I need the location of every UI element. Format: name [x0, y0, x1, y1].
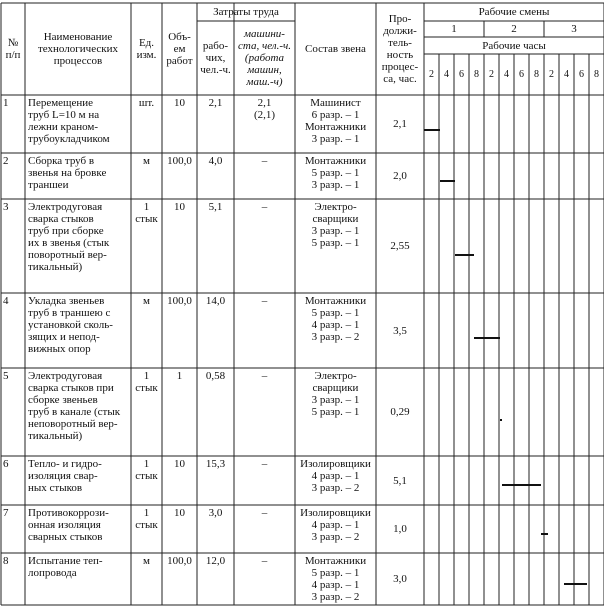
- duration-value: 0,29: [390, 406, 410, 418]
- machinist-labor-value: –: [261, 458, 268, 470]
- gantt-bar: [455, 254, 474, 256]
- gantt-bar: [541, 533, 549, 535]
- machinist-labor-value: –: [261, 201, 268, 213]
- row-number: 1: [3, 97, 9, 109]
- machinist-labor-value: –: [261, 507, 268, 519]
- row-number: 4: [3, 295, 9, 307]
- hour-tick-label: 2: [549, 69, 554, 80]
- process-name: Укладка звеньев труб в траншею с установкой сколь- зящих и непод- вижных опор: [28, 295, 113, 355]
- header-machinists: машини- ста, чел.-ч. (работа машин, маш.-ч): [237, 28, 292, 88]
- gantt-bar: [502, 484, 540, 486]
- hour-tick-label: 6: [519, 69, 524, 80]
- unit-value: 1 стык: [135, 507, 158, 531]
- row-number: 3: [3, 201, 9, 213]
- process-name: Сборка труб в звенья на бровке траншеи: [28, 155, 107, 191]
- process-name: Электродуговая сварка стыков труб при сборке их в звенья (стык поворотный вер- тикальный): [28, 201, 110, 273]
- header-labor: Затраты труда: [213, 6, 279, 18]
- machinist-labor-value: –: [261, 555, 268, 567]
- gantt-bar: [474, 337, 500, 339]
- gantt-bar: [564, 583, 587, 585]
- hour-tick-label: 8: [534, 69, 539, 80]
- hour-tick-label: 6: [579, 69, 584, 80]
- workers-labor-value: 3,0: [208, 507, 223, 519]
- crew-composition: Монтажники 5 разр. – 1 3 разр. – 1: [304, 155, 367, 191]
- hour-tick-label: 4: [504, 69, 509, 80]
- hour-tick-label: 8: [474, 69, 479, 80]
- row-number: 8: [3, 555, 9, 567]
- row-number: 7: [3, 507, 9, 519]
- volume-value: 100,0: [167, 155, 192, 167]
- crew-composition: Электро- сварщики 3 разр. – 1 5 разр. – 1: [311, 370, 360, 418]
- unit-value: м: [143, 295, 150, 307]
- process-name: Тепло- и гидро- изоляция свар- ных стыков: [28, 458, 102, 494]
- header-num: № п/п: [5, 37, 21, 61]
- row-number: 6: [3, 458, 9, 470]
- crew-composition: Монтажники 5 разр. – 1 4 разр. – 1 3 разр. – 2: [304, 555, 367, 603]
- gantt-bar: [424, 129, 440, 131]
- process-name: Испытание теп- лопровода: [28, 555, 103, 579]
- duration-value: 5,1: [393, 474, 407, 487]
- workers-labor-value: 5,1: [208, 201, 223, 213]
- shift-number: 3: [571, 23, 577, 35]
- row-number: 2: [3, 155, 9, 167]
- crew-composition: Изолировщики 4 разр. – 1 3 разр. – 2: [300, 507, 371, 543]
- unit-value: 1 стык: [135, 458, 158, 482]
- workers-labor-value: 4,0: [208, 155, 223, 167]
- duration-value: 3,5: [393, 324, 407, 337]
- volume-value: 100,0: [167, 295, 192, 307]
- row-number: 5: [3, 370, 9, 382]
- header-unit: Ед. изм.: [136, 37, 157, 61]
- workers-labor-value: 12,0: [205, 555, 226, 567]
- crew-composition: Машинист 6 разр. – 1 Монтажники 3 разр. – 1: [304, 97, 367, 145]
- hour-tick-label: 2: [489, 69, 494, 80]
- volume-value: 10: [174, 201, 185, 213]
- hour-tick-label: 4: [444, 69, 449, 80]
- volume-value: 10: [174, 507, 185, 519]
- header-workers: рабо- чих, чел.-ч.: [200, 40, 231, 76]
- crew-composition: Электро- сварщики 3 разр. – 1 5 разр. – 1: [311, 201, 360, 249]
- volume-value: 10: [174, 458, 185, 470]
- hour-tick-label: 8: [594, 69, 599, 80]
- header-crew: Состав звена: [305, 43, 366, 55]
- header-duration: Про- должи- тель- ность процес- са, час.: [381, 13, 419, 85]
- shift-number: 1: [451, 23, 457, 35]
- machinist-labor-value: 2,1 (2,1): [253, 97, 276, 121]
- workers-labor-value: 2,1: [208, 97, 223, 109]
- gantt-bar: [500, 419, 502, 421]
- machinist-labor-value: –: [261, 295, 268, 307]
- unit-value: 1 стык: [135, 201, 158, 225]
- volume-value: 1: [176, 370, 183, 382]
- shift-number: 2: [511, 23, 517, 35]
- gantt-bar: [440, 180, 455, 182]
- crew-composition: Монтажники 5 разр. – 1 4 разр. – 1 3 разр. – 2: [304, 295, 367, 343]
- workers-labor-value: 14,0: [205, 295, 226, 307]
- hour-tick-label: 2: [429, 69, 434, 80]
- header-hours: Рабочие часы: [482, 39, 546, 52]
- header-volume: Объ- ем работ: [166, 31, 193, 67]
- process-name: Электродуговая сварка стыков при сборке звеньев труб в канале (стык неповоротный вер- тикальный): [28, 370, 121, 442]
- header-shifts: Рабочие смены: [478, 6, 550, 18]
- machinist-labor-value: –: [261, 155, 268, 167]
- unit-value: м: [143, 155, 150, 167]
- unit-value: 1 стык: [135, 370, 158, 394]
- hour-tick-label: 6: [459, 69, 464, 80]
- duration-value: 2,0: [393, 170, 407, 182]
- duration-value: 2,55: [390, 240, 410, 252]
- hour-tick-label: 4: [564, 69, 569, 80]
- machinist-labor-value: –: [261, 370, 268, 382]
- volume-value: 10: [174, 97, 185, 109]
- duration-value: 1,0: [393, 523, 407, 535]
- workers-labor-value: 15,3: [205, 458, 226, 470]
- unit-value: шт.: [138, 97, 155, 109]
- duration-value: 3,0: [393, 573, 407, 585]
- crew-composition: Изолировщики 4 разр. – 1 3 разр. – 2: [300, 458, 371, 494]
- process-name: Противокоррози- онная изоляция сварных стыков: [28, 507, 109, 543]
- process-name: Перемещение труб L=10 м на лежни краном- трубоукладчиком: [28, 97, 110, 145]
- volume-value: 100,0: [167, 555, 192, 567]
- duration-value: 2,1: [393, 118, 407, 130]
- workers-labor-value: 0,58: [205, 370, 226, 382]
- unit-value: м: [143, 555, 150, 567]
- header-name: Наименование технологических процессов: [38, 31, 118, 67]
